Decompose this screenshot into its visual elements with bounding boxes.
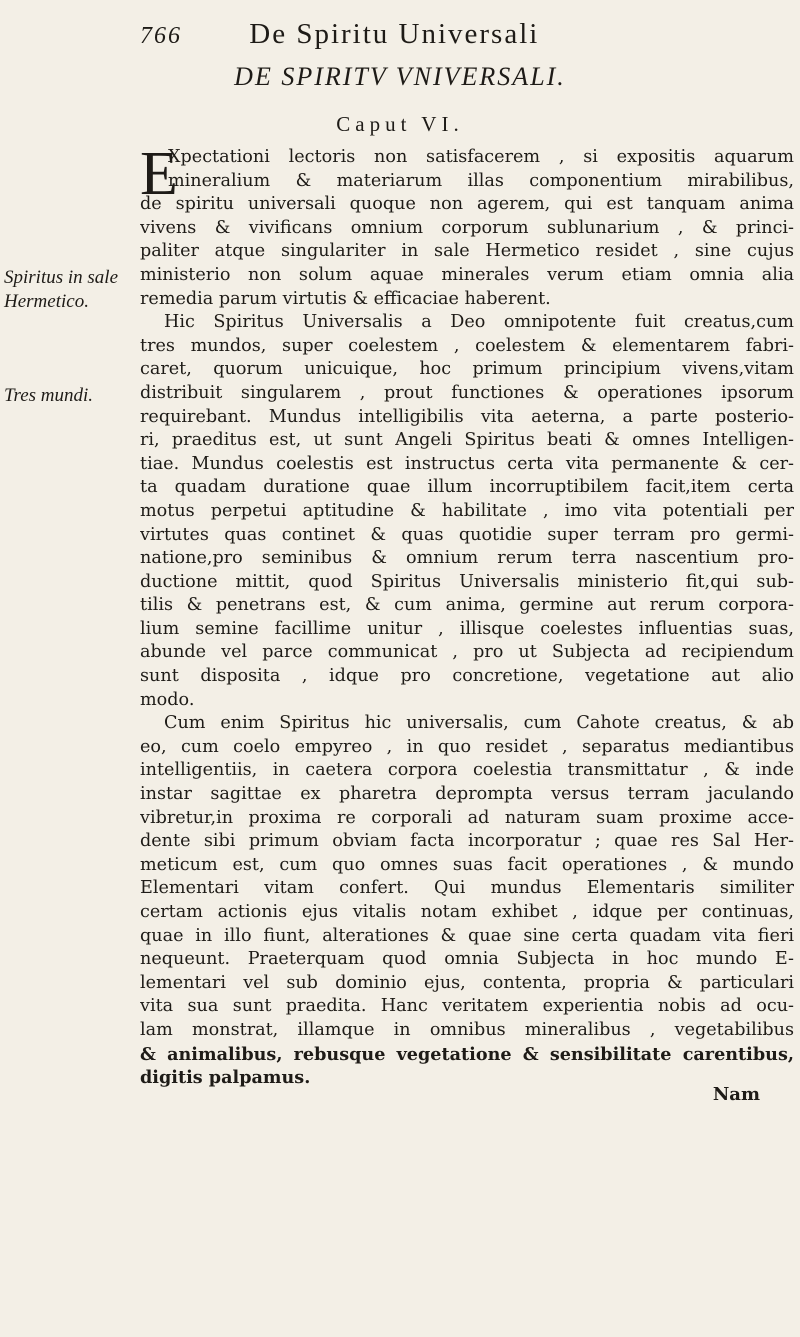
text-line: ductione mittit, quod Spiritus Universalis ministerio fit,qui sub- [140, 571, 794, 592]
chapter-heading: Caput VI. [336, 112, 464, 136]
text-line: caret, quorum unicuique, hoc primum principium vivens,vitam [140, 359, 794, 380]
text-line: instar sagittae ex pharetra deprompta versus terram jaculando [140, 784, 794, 805]
text-line: distribuit singularem , prout functiones & operationes ipsorum [140, 382, 794, 403]
text-line: Cum enim Spiritus hic universalis, cum Cahote creatus, & ab [164, 713, 794, 734]
text-line: ta quadam duratione quae illum incorruptibilem facit,item certa [140, 477, 794, 498]
text-line: meticum est, cum quo omnes suas facit operationes , & mundo [140, 854, 794, 875]
text-line: natione,pro seminibus & omnium rerum terra nascentium pro- [140, 548, 794, 569]
text-line: nequeunt. Praeterquam quod omnia Subjecta in hoc mundo E- [140, 949, 794, 970]
text-line: lam monstrat, illamque in omnibus mineralibus , vegetabilibus [140, 1019, 794, 1040]
text-line: Xpectationi lectoris non satisfacerem , si expositis aquarum [168, 147, 794, 167]
text-line: intelligentiis, in caetera corpora coelestia transmittatur , & inde [140, 760, 794, 781]
text-line: modo. [140, 689, 195, 710]
section-title: DE SPIRITV VNIVERSALI. [234, 62, 566, 91]
text-line: de spiritu universali quoque non agerem, qui est tanquam anima [140, 194, 794, 215]
text-line: lium semine facillime unitur , illisque coelestes influentias suas, [140, 618, 794, 639]
text-line: motus perpetui aptitudine & habilitate , imo vita potentiali per [140, 500, 794, 521]
text-line: vibretur,in proxima re corporali ad naturam suam proxime acce- [140, 807, 794, 828]
text-line: abunde vel parce communicat , pro ut Subjecta ad recipiendum [140, 642, 794, 663]
margin-note-sal-hermeticum: Spiritus in sale Hermetico. [4, 267, 119, 312]
text-line: paliter atque singulariter in sale Hermetico residet , sine cujus [140, 241, 794, 262]
text-line: remedia parum virtutis & efficaciae haberent. [140, 288, 551, 309]
page-number: 766 [140, 23, 182, 49]
running-head [140, 18, 760, 51]
text-line: tilis & penetrans est, & cum anima, germine aut rerum corpora- [140, 595, 794, 616]
text-line: Elementari vitam confert. Qui mundus Elementaris similiter [140, 878, 794, 899]
running-title: De Spiritu Universali [249, 18, 540, 50]
text-line: sunt disposita , idque pro concretione, vegetatione aut alio [140, 666, 794, 687]
chapter-text [140, 140, 794, 1090]
catchword: Nam [712, 1084, 760, 1105]
text-line: tiae. Mundus coelestis est instructus certa vita permanente & cer- [140, 453, 794, 474]
text-line: quae in illo fiunt, alterationes & quae sine certa quadam vita fieri [140, 925, 794, 946]
text-line: eo, cum coelo empyreo , in quo residet , separatus mediantibus [140, 736, 794, 757]
text-line: vita sua sunt praedita. Hanc veritatem experientia nobis ad ocu- [140, 996, 794, 1017]
text-line: mineralium & materiarum illas componentium mirabilibus, [168, 170, 794, 191]
text-line: tres mundos, super coelestem , coelestem & elementarem fabri- [140, 335, 794, 356]
text-line: dente sibi primum obviam facta incorporatur ; quae res Sal Her- [140, 831, 794, 852]
drop-cap: E [140, 140, 178, 208]
text-line: digitis palpamus. [140, 1067, 311, 1089]
text-line: requirebant. Mundus intelligibilis vita aeterna, a parte posterio- [140, 406, 794, 427]
text-line: certam actionis ejus vitalis notam exhibet , idque per continuas, [140, 902, 794, 922]
text-line: ri, praeditus est, ut sunt Angeli Spiritus beati & omnes Intelligen- [140, 430, 794, 451]
text-line: lementari vel sub dominio ejus, contenta, propria & particulari [140, 972, 794, 993]
text-line: ministerio non solum aquae minerales verum etiam omnia alia [140, 264, 794, 285]
margin-note-tres-mundi: Tres mundi. [4, 385, 94, 406]
text-line: virtutes quas continet & quas quotidie super terram pro germi- [140, 524, 794, 545]
text-line: & animalibus, rebusque vegetatione & sensibilitate carentibus, [140, 1043, 794, 1065]
text-line: vivens & vivificans omnium corporum sublunarium , & princi- [140, 217, 794, 238]
text-line: Hic Spiritus Universalis a Deo omnipotente fuit creatus,cum [164, 312, 794, 333]
